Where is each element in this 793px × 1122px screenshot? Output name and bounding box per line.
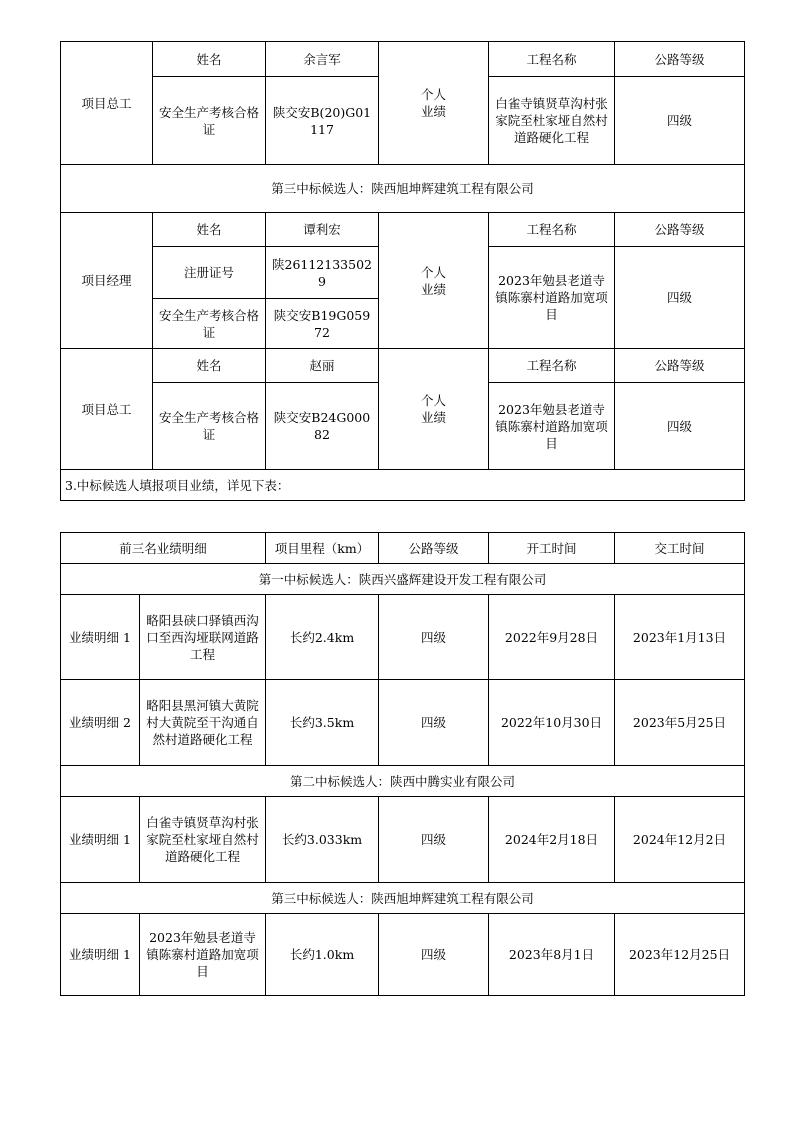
row-project: 白雀寺镇贤草沟村张家院至杜家垭自然村道路硬化工程 xyxy=(140,797,266,883)
row-label: 业绩明细 1 xyxy=(61,914,140,996)
personnel-table xyxy=(60,41,745,501)
safety-cert-label: 安全生产考核合格证 xyxy=(153,299,266,349)
role-chief-engineer: 项目总工 xyxy=(61,349,153,470)
third-candidate-title: 第三中标候选人：陕西旭坤辉建筑工程有限公司 xyxy=(61,165,745,213)
row-project: 略阳县黑河镇大黄院村大黄院至干沟通自然村道路硬化工程 xyxy=(140,680,266,766)
registration-value: 陕261121335029 xyxy=(266,247,379,299)
table-row xyxy=(61,914,745,996)
row-project: 略阳县硖口驿镇西沟口至西沟垭联网道路工程 xyxy=(140,595,266,680)
project-name-header: 工程名称 xyxy=(489,42,615,77)
row-start: 2022年9月28日 xyxy=(489,595,615,680)
registration-label: 注册证号 xyxy=(153,247,266,299)
grade-header: 公路等级 xyxy=(615,213,745,247)
safety-cert-label: 安全生产考核合格证 xyxy=(153,77,266,165)
row-mileage: 长约3.033km xyxy=(266,797,379,883)
row-grade: 四级 xyxy=(379,797,489,883)
row-label: 业绩明细 2 xyxy=(61,680,140,766)
row-start: 2024年2月18日 xyxy=(489,797,615,883)
section-3-note: 3.中标候选人填报项目业绩，详见下表： xyxy=(61,470,745,501)
row-project: 2023年勉县老道寺镇陈寨村道路加宽项目 xyxy=(140,914,266,996)
row-grade: 四级 xyxy=(379,914,489,996)
row-start: 2022年10月30日 xyxy=(489,680,615,766)
row-label: 业绩明细 1 xyxy=(61,595,140,680)
name-value: 余言军 xyxy=(266,42,379,77)
road-grade: 四级 xyxy=(615,77,745,165)
row-start: 2023年8月1日 xyxy=(489,914,615,996)
name-label: 姓名 xyxy=(153,349,266,383)
col-header-details: 前三名业绩明细 xyxy=(61,533,266,564)
safety-cert-value: 陕交安B19G05972 xyxy=(266,299,379,349)
table-row xyxy=(61,680,745,766)
table-row xyxy=(61,797,745,883)
row-end: 2023年12月25日 xyxy=(615,914,745,996)
name-label: 姓名 xyxy=(153,42,266,77)
table-row xyxy=(61,595,745,680)
road-grade: 四级 xyxy=(615,247,745,349)
project-name: 白雀寺镇贤草沟村张家院至杜家垭自然村道路硬化工程 xyxy=(489,77,615,165)
col-header-mileage: 项目里程（km） xyxy=(266,533,379,564)
row-end: 2024年12月2日 xyxy=(615,797,745,883)
group-title-second: 第二中标候选人：陕西中腾实业有限公司 xyxy=(61,766,745,797)
row-grade: 四级 xyxy=(379,680,489,766)
row-mileage: 长约2.4km xyxy=(266,595,379,680)
project-name: 2023年勉县老道寺镇陈寨村道路加宽项目 xyxy=(489,383,615,470)
project-name: 2023年勉县老道寺镇陈寨村道路加宽项目 xyxy=(489,247,615,349)
grade-header: 公路等级 xyxy=(615,349,745,383)
row-mileage: 长约3.5km xyxy=(266,680,379,766)
row-label: 业绩明细 1 xyxy=(61,797,140,883)
col-header-start: 开工时间 xyxy=(489,533,615,564)
col-header-grade: 公路等级 xyxy=(379,533,489,564)
name-value: 赵丽 xyxy=(266,349,379,383)
personal-performance-label: 个人 业绩 xyxy=(379,349,489,470)
name-label: 姓名 xyxy=(153,213,266,247)
row-mileage: 长约1.0km xyxy=(266,914,379,996)
performance-table xyxy=(60,532,745,996)
road-grade: 四级 xyxy=(615,383,745,470)
safety-cert-value: 陕交安B24G00082 xyxy=(266,383,379,470)
row-end: 2023年1月13日 xyxy=(615,595,745,680)
col-header-end: 交工时间 xyxy=(615,533,745,564)
grade-header: 公路等级 xyxy=(615,42,745,77)
row-end: 2023年5月25日 xyxy=(615,680,745,766)
project-name-header: 工程名称 xyxy=(489,213,615,247)
group-title-first: 第一中标候选人：陕西兴盛辉建设开发工程有限公司 xyxy=(61,564,745,595)
row-grade: 四级 xyxy=(379,595,489,680)
group-title-third: 第三中标候选人：陕西旭坤辉建筑工程有限公司 xyxy=(61,883,745,914)
safety-cert-value: 陕交安B(20)G01117 xyxy=(266,77,379,165)
personal-performance-label: 个人 业绩 xyxy=(379,213,489,349)
project-name-header: 工程名称 xyxy=(489,349,615,383)
personal-performance-label: 个人 业绩 xyxy=(379,42,489,165)
role-project-manager: 项目经理 xyxy=(61,213,153,349)
role-chief-engineer: 项目总工 xyxy=(61,42,153,165)
safety-cert-label: 安全生产考核合格证 xyxy=(153,383,266,470)
name-value: 谭利宏 xyxy=(266,213,379,247)
